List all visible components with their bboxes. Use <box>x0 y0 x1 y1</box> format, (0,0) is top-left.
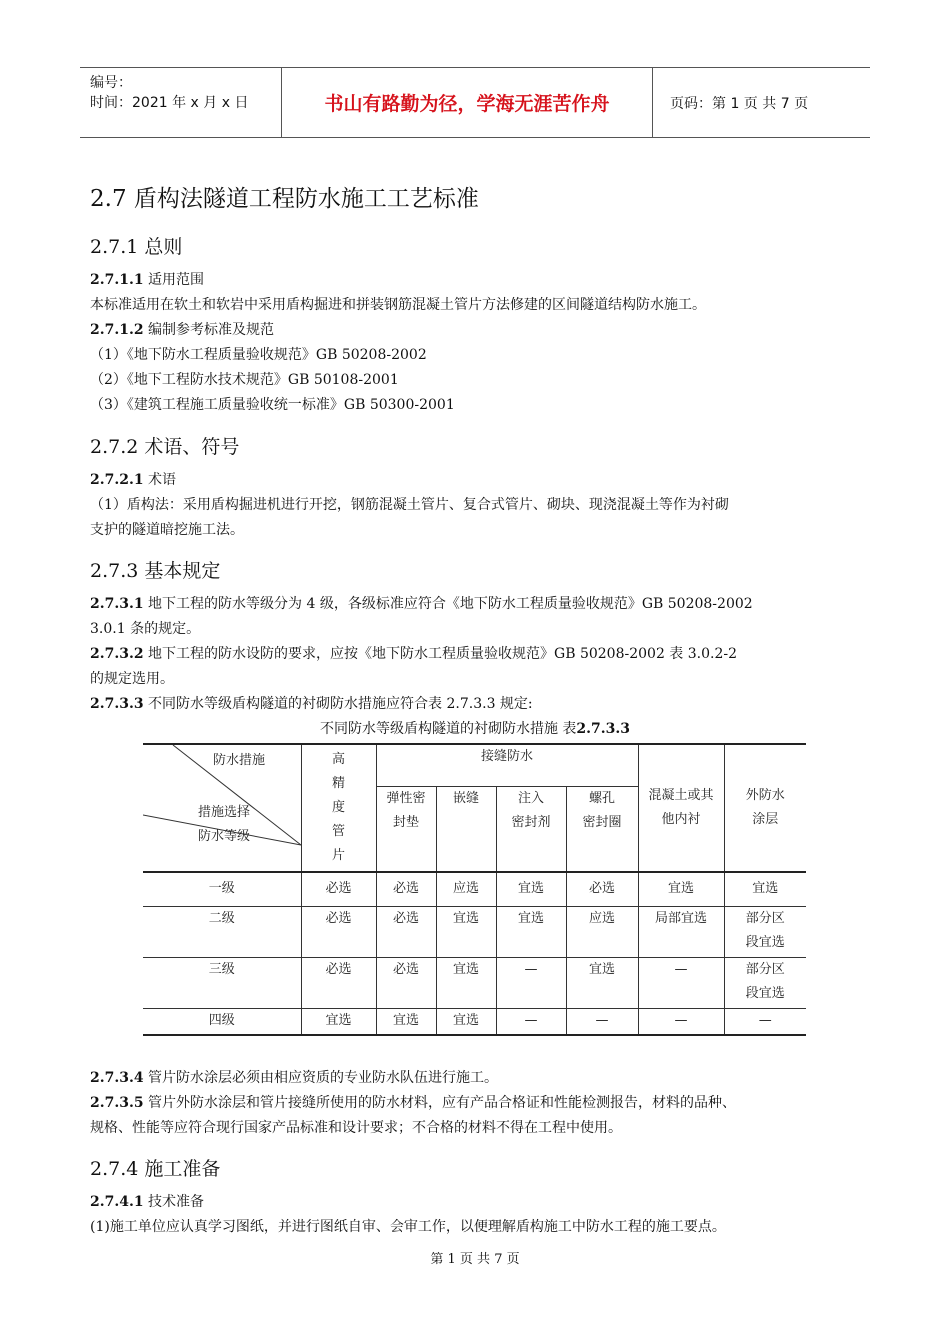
corner-label-grade: 防水等级 <box>198 829 251 844</box>
header-line: 他内衬 <box>661 812 701 827</box>
header-line: 注入 <box>517 790 544 806</box>
subsection-title: 技术准备 <box>143 1194 205 1210</box>
table-cell: 必选 <box>301 872 376 906</box>
header-line: 精 <box>331 776 345 791</box>
time-label: 时间：2021 年 x 月 x 日 <box>90 95 249 111</box>
paragraph-text: 不同防水等级盾构隧道的衬砌防水措施应符合表 2.7.3.3 规定: <box>143 696 533 712</box>
paragraph-2-7-3-5 <box>90 1093 736 1113</box>
table-caption-text: 不同防水等级盾构隧道的衬砌防水措施 表 <box>319 721 577 737</box>
section-heading-preparation: 2.7.4 施工准备 <box>90 1158 221 1180</box>
table-cell: 部分区 段宜选 <box>724 957 806 1008</box>
header-outer-coating <box>724 744 806 872</box>
table-cell: 宜选 <box>496 906 566 957</box>
table-cell: — <box>638 1008 724 1035</box>
paragraph-text: (1)施工单位应认真学习图纸，并进行图纸自审、会审工作，以便理解盾构施工中防水工程的施工要点。 <box>90 1219 726 1235</box>
table-row <box>143 906 806 957</box>
paragraph-text: 管片防水涂层必须由相应资质的专业防水队伍进行施工。 <box>143 1070 499 1086</box>
header-line: 密封圈 <box>582 814 622 830</box>
header-line: 弹性密 <box>386 790 426 806</box>
motto: 书山有路勤为径，学海无涯苦作舟 <box>282 68 653 137</box>
table-cell: 局部宜选 <box>638 906 724 957</box>
paragraph-term-line: 支护的隧道暗挖施工法。 <box>90 522 244 538</box>
subsection-number: 2.7.3.1 <box>90 596 144 612</box>
header-line: 混凝土或其 <box>648 788 714 803</box>
table-cell: 必选 <box>301 906 376 957</box>
header-line: 管 <box>331 824 345 839</box>
table-row <box>143 872 806 906</box>
header-bolt-hole-seal <box>566 786 638 872</box>
header-line: 高 <box>331 752 345 767</box>
paragraph-text: 规格、性能等应符合现行国家产品标准和设计要求；不合格的材料不得在工程中使用。 <box>90 1120 622 1136</box>
header-joint-group: 接缝防水 <box>376 744 638 786</box>
table-cell: 宜选 <box>436 957 496 1008</box>
subsection-title: 适用范围 <box>143 272 205 288</box>
paragraph-term-line: （1）盾构法：采用盾构掘进机进行开挖，钢筋混凝土管片、复合式管片、砌块、现浇混凝土等作为衬砌 <box>90 497 729 513</box>
header-line: 螺孔 <box>589 790 616 806</box>
subsection-title: 编制参考标准及规范 <box>143 322 275 338</box>
reference-item: （3）《建筑工程施工质量验收统一标准》GB 50300-2001 <box>90 397 455 413</box>
paragraph-scope: 本标准适用在软土和软岩中采用盾构掘进和拼装钢筋混凝土管片方法修建的区间隧道结构防水施工。 <box>90 297 706 313</box>
grade-cell: 一级 <box>143 872 301 906</box>
table-cell: 宜选 <box>436 906 496 957</box>
table-cell: — <box>496 1008 566 1035</box>
grade-cell: 二级 <box>143 906 301 957</box>
grade-cell: 四级 <box>143 1008 301 1035</box>
table-cell: 应选 <box>436 872 496 906</box>
header-line: 嵌缝 <box>452 790 479 806</box>
paragraph-text: 地下工程的防水等级分为 4 级，各级标准应符合《地下防水工程质量验收规范》GB 50208-2002 <box>143 596 753 612</box>
table-cell: 部分区 段宜选 <box>724 906 806 957</box>
header-segment <box>301 744 376 872</box>
section-heading-terms: 2.7.2 术语、符号 <box>90 436 240 458</box>
paragraph-text: 管片外防水涂层和管片接缝所使用的防水材料，应有产品合格证和性能检测报告，材料的品种、 <box>143 1095 737 1111</box>
corner-label-selection: 措施选择 <box>198 805 251 820</box>
subsection-2-7-4-1 <box>90 1192 204 1212</box>
subsection-number: 2.7.4.1 <box>90 1194 144 1210</box>
table-corner-cell <box>143 744 301 872</box>
reference-item: （1）《地下防水工程质量验收规范》GB 50208-2002 <box>90 347 427 363</box>
table-cell: 应选 <box>566 906 638 957</box>
table-cell: — <box>724 1008 806 1035</box>
subsection-number: 2.7.3.4 <box>90 1070 144 1086</box>
table-cell: 宜选 <box>566 957 638 1008</box>
subsection-number: 2.7.1.1 <box>90 272 144 288</box>
page-label <box>662 68 870 137</box>
table-cell: 必选 <box>376 957 436 1008</box>
table-cell: — <box>566 1008 638 1035</box>
subsection-number: 2.7.2.1 <box>90 472 144 488</box>
header-line: 密封剂 <box>511 814 551 830</box>
section-heading-basic-rules: 2.7.3 基本规定 <box>90 560 221 582</box>
table-cell: 必选 <box>376 872 436 906</box>
header-elastic-gasket <box>376 786 436 872</box>
subsection-2-7-2-1 <box>90 470 176 490</box>
table-cell: 宜选 <box>496 872 566 906</box>
paragraph-text: 地下工程的防水设防的要求，应按《地下防水工程质量验收规范》GB 50208-2002 表 3.0.2-2 <box>143 646 738 662</box>
subsection-title: 术语 <box>143 472 177 488</box>
header-line: 涂层 <box>752 812 779 827</box>
table-cell: 宜选 <box>301 1008 376 1035</box>
paragraph-text: 3.0.1 条的规定。 <box>90 621 201 637</box>
subsection-number: 2.7.3.2 <box>90 646 144 662</box>
page-footer: 第 1 页 共 7 页 <box>430 1252 520 1267</box>
table-caption <box>0 718 950 738</box>
header-meta-cell <box>80 68 282 137</box>
table-cell: 必选 <box>301 957 376 1008</box>
subsection-number: 2.7.3.3 <box>90 696 144 712</box>
header-caulking <box>436 786 496 872</box>
header-line: 封垫 <box>392 814 419 830</box>
subsection-number: 2.7.3.5 <box>90 1095 144 1111</box>
subsection-2-7-1-2 <box>90 320 274 340</box>
table-cell: — <box>496 957 566 1008</box>
waterproofing-table <box>143 743 806 1034</box>
paragraph-2-7-3-3 <box>90 694 533 714</box>
table-cell: 宜选 <box>638 872 724 906</box>
grade-cell: 三级 <box>143 957 301 1008</box>
table-row <box>143 957 806 1008</box>
table-cell: 宜选 <box>436 1008 496 1035</box>
document-title: 2.7 盾构法隧道工程防水施工工艺标准 <box>90 186 479 212</box>
serial-label: 编号： <box>90 75 132 91</box>
reference-item: （2）《地下工程防水技术规范》GB 50108-2001 <box>90 372 399 388</box>
header-line: 片 <box>331 848 345 863</box>
table-cell: 宜选 <box>376 1008 436 1035</box>
table-cell: 必选 <box>376 906 436 957</box>
section-heading-general: 2.7.1 总则 <box>90 236 183 258</box>
paragraph-text: 的规定选用。 <box>90 671 174 687</box>
paragraph-2-7-3-4 <box>90 1068 498 1088</box>
document-header <box>80 67 870 138</box>
corner-label-measures: 防水措施 <box>213 753 266 768</box>
subsection-number: 2.7.1.2 <box>90 322 144 338</box>
page-label-text: 页码：第 1 页 共 7 页 <box>670 95 809 112</box>
paragraph-2-7-3-1 <box>90 594 753 614</box>
header-inner-lining <box>638 744 724 872</box>
paragraph-2-7-3-2 <box>90 644 737 664</box>
header-line: 度 <box>331 800 345 815</box>
table-cell: 宜选 <box>724 872 806 906</box>
header-injected-sealant <box>496 786 566 872</box>
header-line: 外防水 <box>745 788 785 803</box>
table-caption-number: 2.7.3.3 <box>576 721 631 737</box>
table-cell: 必选 <box>566 872 638 906</box>
table <box>143 743 806 1036</box>
table-cell: — <box>638 957 724 1008</box>
table-row <box>143 1008 806 1035</box>
subsection-2-7-1-1 <box>90 270 204 290</box>
